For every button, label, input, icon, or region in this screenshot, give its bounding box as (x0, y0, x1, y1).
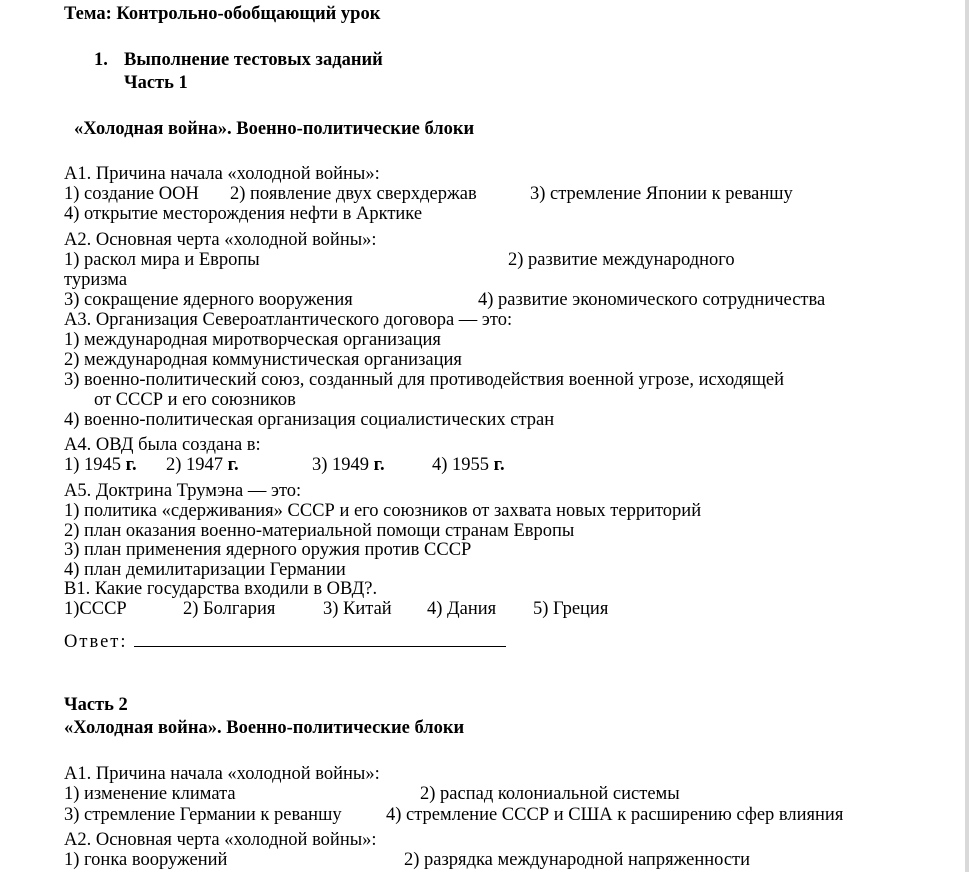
p1-a1-option-4: 4) открытие месторождения нефти в Арктике (64, 204, 423, 224)
page-edge (965, 0, 969, 872)
p2-a1-question: А1. Причина начала «холодной войны»: (64, 764, 380, 784)
p1-a1-option-2: 2) появление двух сверхдержав (230, 184, 477, 204)
p2-a1-option-4: 4) стремление СССР и США к расширению сфер влияния (386, 805, 844, 825)
p2-a1-option-3: 3) стремление Германии к реваншу (64, 805, 342, 825)
p1-a4-option-4-year: 4) 1955 (432, 455, 490, 475)
part1-heading: «Холодная война». Военно-политические блоки (74, 119, 475, 139)
p1-a4-option-2-g: г. (227, 455, 239, 475)
p1-b1-option-4: 4) Дания (427, 599, 497, 619)
answer-row (64, 632, 506, 652)
p1-a3-option-4: 4) военно-политическая организация социалистических стран (64, 410, 555, 430)
p1-a4-option-3-year: 3) 1949 (312, 455, 370, 475)
p1-a2-option-1: 1) раскол мира и Европы (64, 250, 260, 270)
section-title: Выполнение тестовых заданий (124, 50, 383, 70)
part1-title: Часть 1 (124, 73, 188, 93)
p1-a4-option-4 (432, 455, 505, 475)
p1-a5-option-3: 3) план применения ядерного оружия против СССР (64, 540, 472, 560)
p1-a4-option-1 (64, 455, 137, 475)
p1-a3-option-2: 2) международная коммунистическая организация (64, 350, 462, 370)
p1-a3-question: А3. Организация Североатлантического договора — это: (64, 310, 513, 330)
p2-a1-option-2: 2) распад колониальной системы (420, 784, 680, 804)
p2-a2-option-1: 1) гонка вооружений (64, 850, 228, 870)
p1-a2-question: А2. Основная черта «холодной войны»: (64, 230, 377, 250)
p1-b1-question: В1. Какие государства входили в ОВД?. (64, 579, 378, 599)
p1-a4-option-2-year: 2) 1947 (166, 455, 224, 475)
p1-a3-option-3-cont: от СССР и его союзников (94, 390, 296, 410)
p1-a4-option-3 (312, 455, 385, 475)
p1-a2-option-4: 4) развитие экономического сотрудничества (478, 290, 826, 310)
p1-a4-option-1-g: г. (125, 455, 137, 475)
p1-a3-option-1: 1) международная миротворческая организация (64, 330, 441, 350)
p1-a5-option-2: 2) план оказания военно-материальной помощи странам Европы (64, 521, 575, 541)
p1-b1-option-5: 5) Греция (533, 599, 609, 619)
p1-a4-option-3-g: г. (373, 455, 385, 475)
answer-line[interactable] (134, 632, 506, 647)
p1-a3-option-3: 3) военно-политический союз, созданный для противодействия военной угрозе, исходящей (64, 370, 785, 390)
p1-a4-option-1-year: 1) 1945 (64, 455, 122, 475)
p1-a4-question: А4. ОВД была создана в: (64, 435, 261, 455)
p1-a2-option-2-cont: туризма (64, 270, 128, 290)
p1-a1-option-1: 1) создание ООН (64, 184, 199, 204)
p1-a5-option-1: 1) политика «сдерживания» СССР и его союзников от захвата новых территорий (64, 501, 702, 521)
p1-a1-option-3: 3) стремление Японии к реваншу (530, 184, 793, 204)
p1-a4-option-2 (166, 455, 239, 475)
p1-b1-option-3: 3) Китай (323, 599, 392, 619)
p2-a1-option-1: 1) изменение климата (64, 784, 236, 804)
answer-label: Ответ: (64, 632, 128, 652)
p1-a1-question: А1. Причина начала «холодной войны»: (64, 164, 380, 184)
part2-title: Часть 2 (64, 695, 128, 715)
p1-a2-option-3: 3) сокращение ядерного вооружения (64, 290, 353, 310)
topic-title: Тема: Контрольно-обобщающий урок (64, 4, 381, 24)
p1-a4-option-4-g: г. (493, 455, 505, 475)
section-number: 1. (94, 50, 108, 70)
p2-a2-option-2: 2) разрядка международной напряженности (404, 850, 751, 870)
p1-a5-question: А5. Доктрина Трумэна — это: (64, 481, 302, 501)
p1-a5-option-4: 4) план демилитаризации Германии (64, 560, 346, 580)
p1-a2-option-2: 2) развитие международного (508, 250, 735, 270)
part2-heading: «Холодная война». Военно-политические блоки (64, 718, 465, 738)
p1-b1-option-2: 2) Болгария (183, 599, 276, 619)
p1-b1-option-1: 1)СССР (64, 599, 127, 619)
p2-a2-question: А2. Основная черта «холодной войны»: (64, 830, 377, 850)
